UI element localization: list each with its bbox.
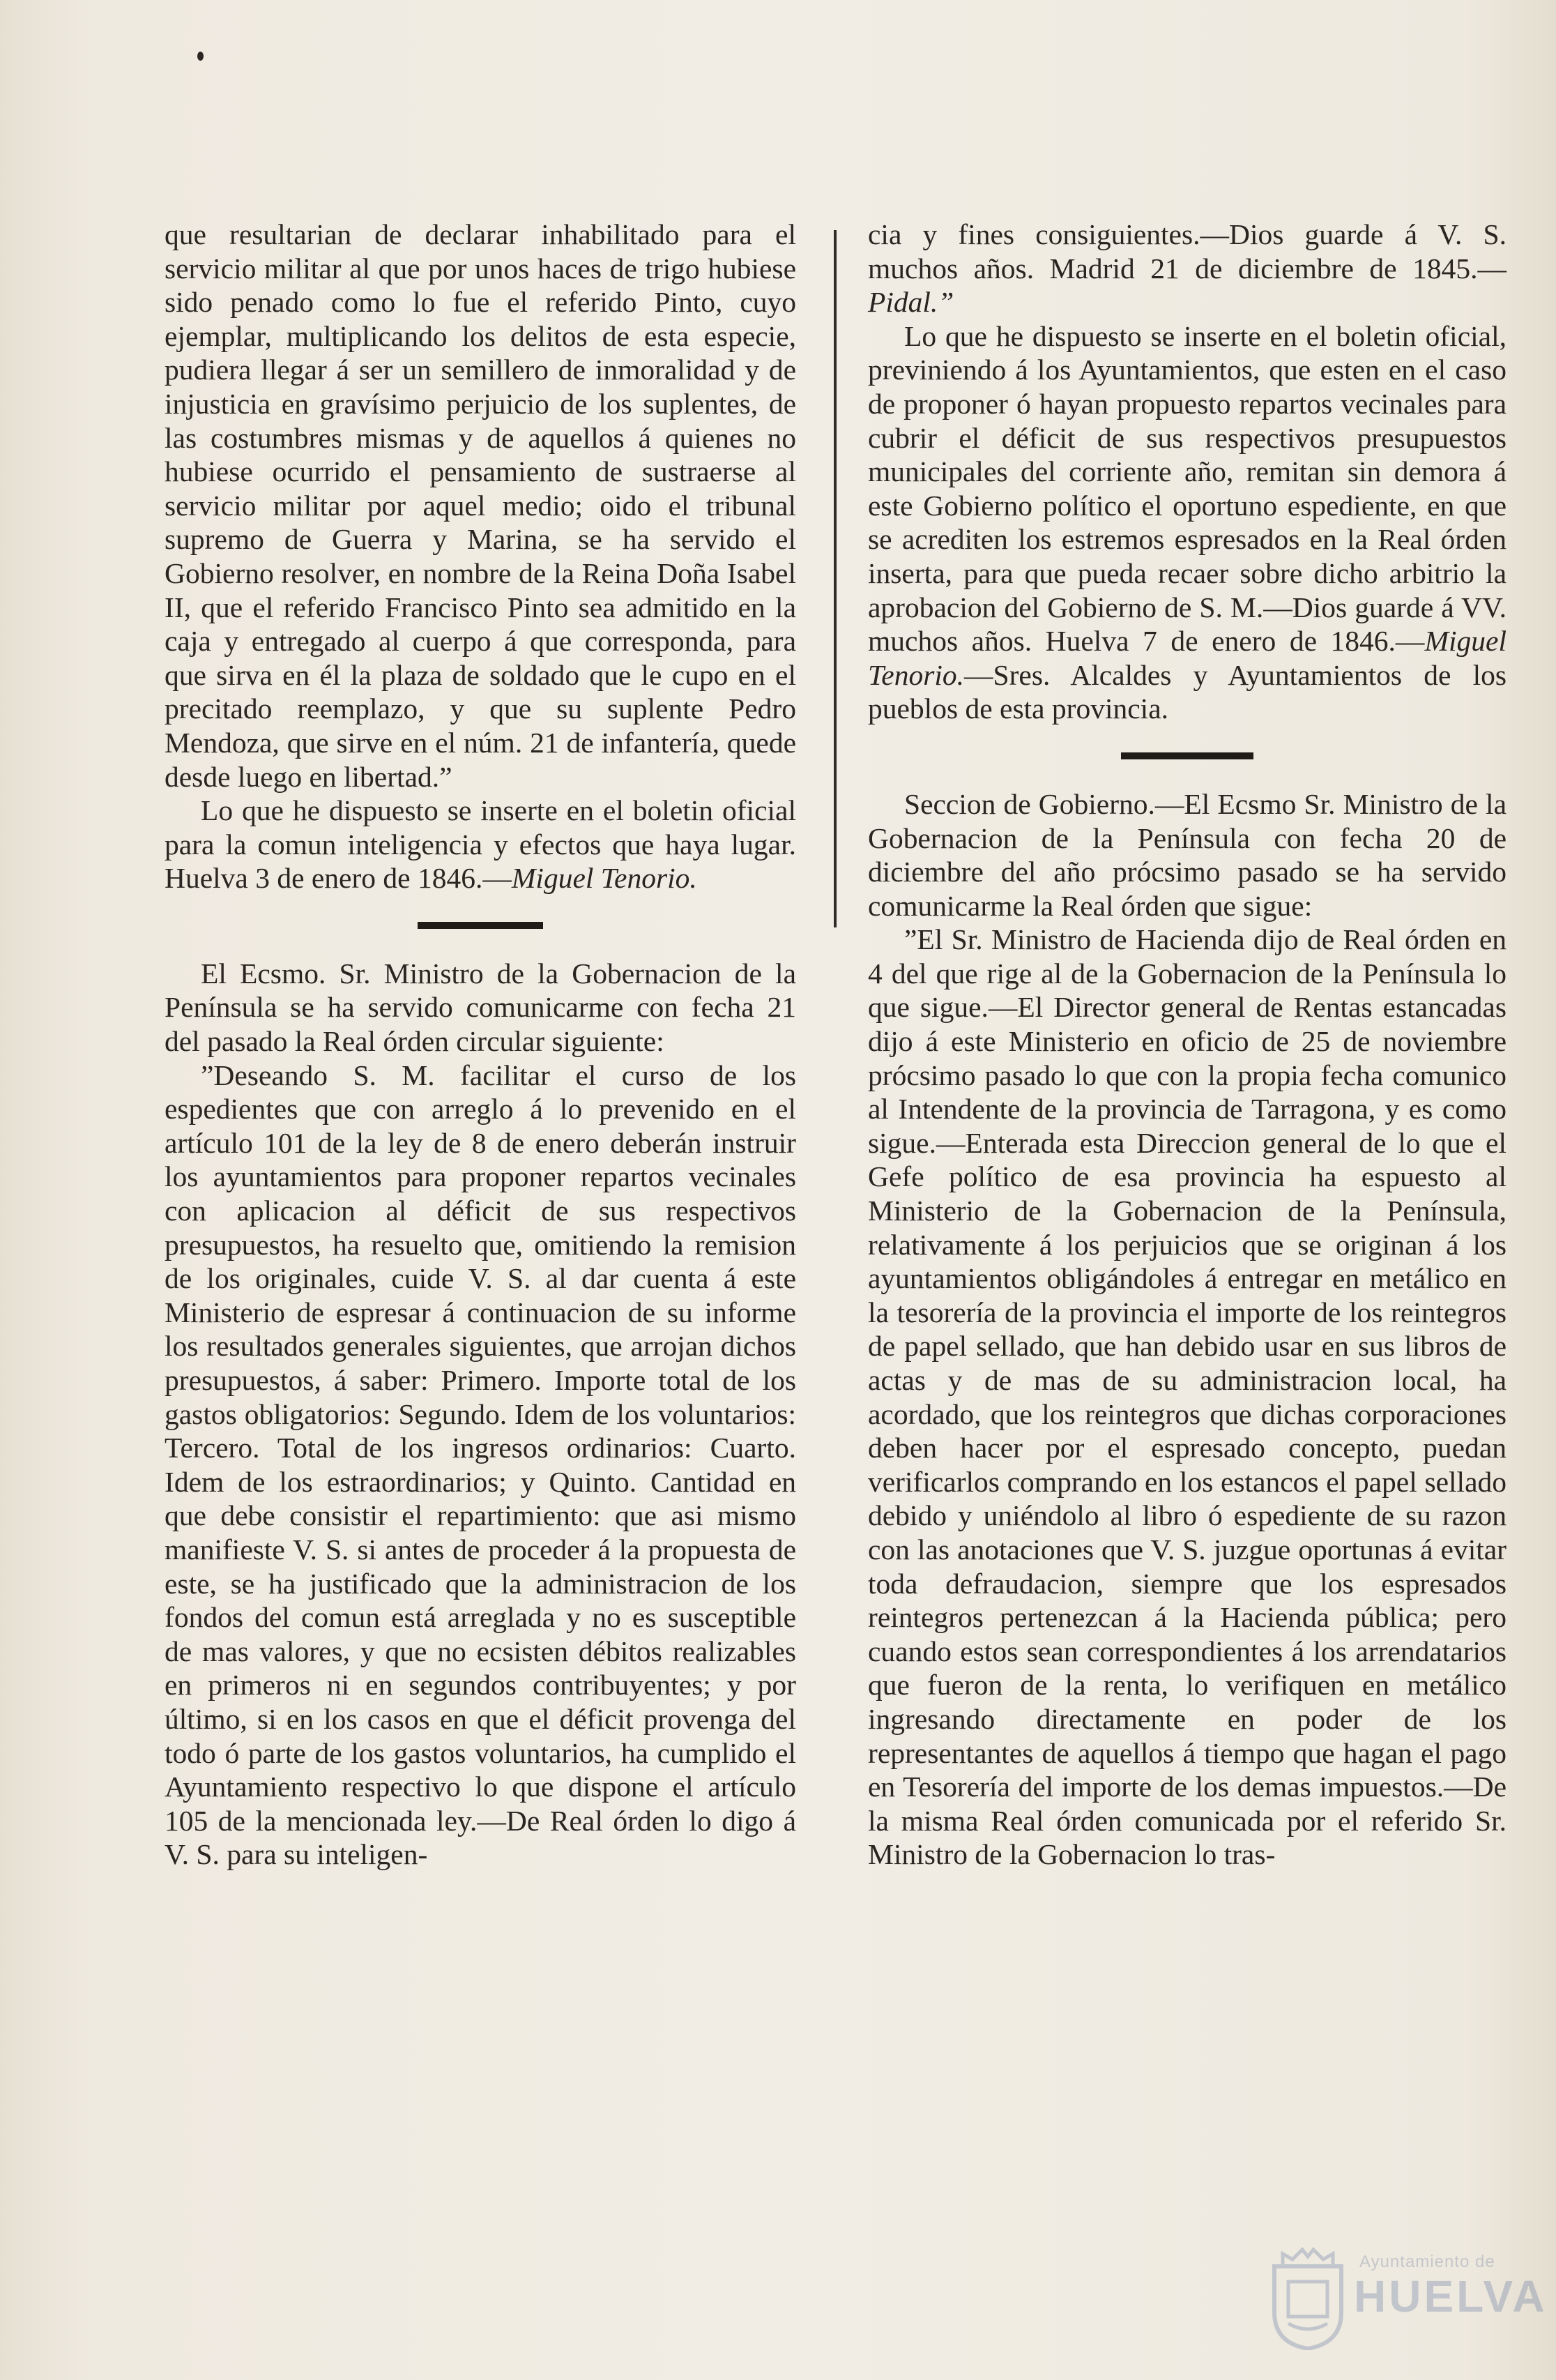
signature: Pidal.” xyxy=(868,286,954,319)
notice-text: Lo que he dispuesto se inserte en el boletin oficial, previniendo á los Ayuntamientos, que esten en el caso de proponer ó hayan propuesto repartos vecinales para cubrir el déficit de sus respectivos presupuestos municipales del corriente año, remitan sin demora á este Gobierno político el oportuno espediente, en que se acrediten los estremos espresados en la Real órden inserta, para que pueda recaer sobre dicho arbitrio la aprobacion del Gobierno de S. M.—Dios guarde á VV. muchos años. Huelva 7 de enero de 1846.— xyxy=(868,319,1507,658)
paragraph-royal-order: ”Deseando S. M. facilitar el curso de los espedientes que con arreglo á lo prevenido en el artículo 101 de la ley de 8 de enero deberán instruir los ayuntamientos para proponer repartos vecinales con aplicacion al déficit de sus respectivos presupuestos, ha resuelto que, omitiendo la remision de los originales, cuide V. S. al dar cuenta á este Ministerio de espresar á continuacion de su informe los resultados generales siguientes, que arrojan dichos presupuestos, á saber: Primero. Importe total de los gastos obligatorios: Segundo. Idem de los voluntarios: Tercero. Total de los ingresos ordinarios: Cuarto. Idem de los estraordinarios; y Quinto. Cantidad en que debe consistir el repartimiento: que asi mismo manifieste V. S. si antes de proceder á la propuesta de este, se ha justificado que la administracion de los fondos del comun está arreglada y no es susceptible de mas valores, y que no ecsisten débitos realizables en primeros ni en segundos contribuyentes; y por último, si en los casos en que el déficit provenga del todo ó parte de los gastos voluntarios, ha cumplido el Ayuntamiento respectivo lo que dispone el artículo 105 de la mencionada ley.—De Real órden lo digo á V. S. para su inteligen- xyxy=(165,1059,796,1871)
paragraph-continuation: que resultarian de declarar inhabilitado para el servicio militar al que por unos haces de trigo hubiese sido penado como lo fue el referido Pinto, cuyo ejemplar, multiplicando los delitos de esta especie, pudiera llegar á ser un semillero de inmoralidad y de injusticia en gravísimo perjuicio de los suplentes, de las costumbres mismas y de aquellos á quienes no hubiese ocurrido el pensamiento de sustraerse al servicio militar por aquel medio; oido el tribunal supremo de Guerra y Marina, se ha servido el Gobierno resolver, en nombre de la Reina Doña Isabel II, que el referido Francisco Pinto sea admitido en la caja y entregado al cuerpo á que corresponda, para que sirva en él la plaza de soldado que le cupo en el precitado reemplazo, y que su suplente Pedro Mendoza, que sirve en el núm. 21 de infantería, quede desde luego en libertad.” xyxy=(165,218,796,793)
watermark-line1: Ayuntamiento de xyxy=(1359,2252,1495,2271)
left-column xyxy=(165,218,796,1872)
addressees: —Sres. Alcaldes y Ayuntamientos de los pueblos de esta provincia. xyxy=(868,658,1507,725)
watermark-line2: HUELVA xyxy=(1354,2271,1548,2321)
signature: Miguel Tenorio. xyxy=(511,862,697,895)
section-divider xyxy=(1121,752,1253,759)
right-column xyxy=(868,218,1507,1872)
paragraph-section-heading: Seccion de Gobierno.—El Ecsmo Sr. Ministro de la Gobernacion de la Península con fecha 20 de diciembre del año prócsimo pasado se ha servido comunicarme la Real órden que sigue: xyxy=(868,787,1507,922)
column-rule xyxy=(834,230,837,927)
paragraph-ministerial-intro: El Ecsmo. Sr. Ministro de la Gobernacion de la Península se ha servido comunicarme con fecha 21 del pasado la Real órden circular siguiente: xyxy=(165,957,796,1058)
paragraph-continuation xyxy=(868,218,1507,319)
closing-text: cia y fines consiguientes.—Dios guarde á V. S. muchos años. Madrid 21 de diciembre de 1845.— xyxy=(868,218,1507,285)
coat-of-arms-icon xyxy=(1269,2245,1347,2350)
signature: Miguel Tenorio. xyxy=(868,625,1507,691)
watermark-logo xyxy=(1241,2231,1548,2371)
section-divider xyxy=(418,922,543,929)
paragraph-publication-notice xyxy=(868,319,1507,726)
paragraph-royal-order: ”El Sr. Ministro de Hacienda dijo de Real órden en 4 del que rige al de la Gobernacion de la Península lo que sigue.—El Director general de Rentas estancadas dijo á este Ministerio en oficio de 25 de noviembre prócsimo pasado lo que con la propia fecha comunico al Intendente de la provincia de Tarragona, y es como sigue.—Enterada esta Direccion general de lo que el Gefe político de esa provincia ha espuesto al Ministerio de la Gobernacion de la Península, relativamente á los perjuicios que se originan á los ayuntamientos obligándoles á entregar en metálico en la tesorería de la provincia el importe de los reintegros de papel sellado, que han debido usar en sus libros de actas y de mas de su administracion local, ha acordado, que los reintegros que dichas corporaciones deben hacer por el espresado concepto, puedan verificarlos comprando en los estancos el papel sellado debido y uniéndolo al libro ó espediente de su razon con las anotaciones que V. S. juzgue oportunas á evitar toda defraudacion, siempre que los espresados reintegros pertenezcan á la Hacienda pública; pero cuando estos sean correspondientes á los arrendatarios que fueron de la renta, lo verifiquen en metálico ingresando directamente en poder de los representantes de aquellos á tiempo que hagan el pago en Tesorería del importe de los demas impuestos.—De la misma Real órden comunicada por el referido Sr. Ministro de la Gobernacion lo tras- xyxy=(868,923,1507,1871)
paragraph-publication-notice xyxy=(165,794,796,895)
ink-speck xyxy=(197,52,204,61)
notice-text: Lo que he dispuesto se inserte en el boletin oficial para la comun inteligencia y efectos que haya lugar. Huelva 3 de enero de 1846.— xyxy=(165,794,796,895)
